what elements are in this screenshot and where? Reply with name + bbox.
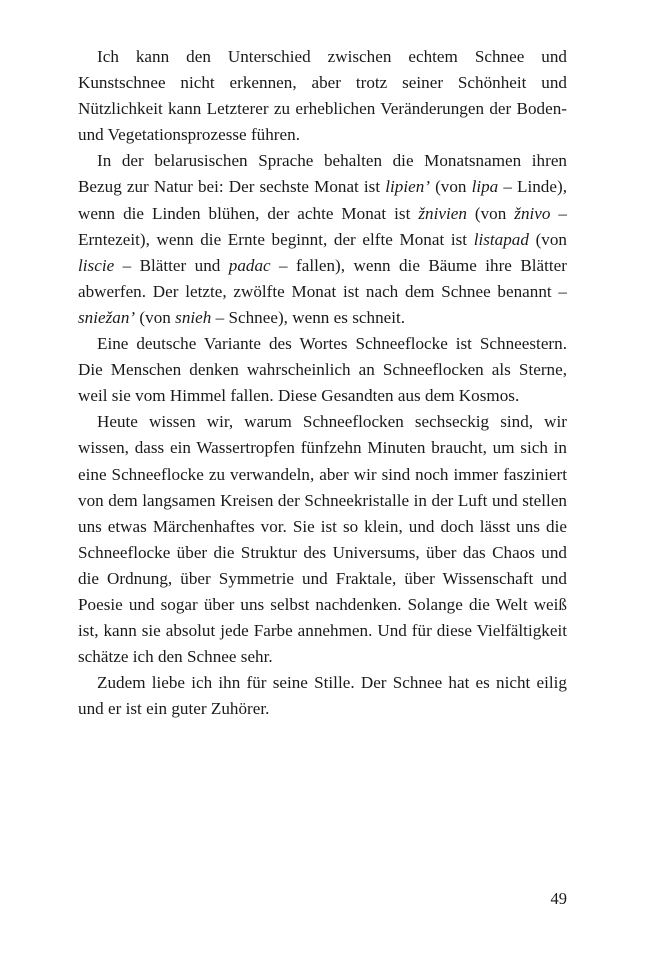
paragraph-5: Zudem liebe ich ihn für seine Stille. Der Schnee hat es nicht eilig und er ist ein guter Zuhörer. [78, 673, 567, 719]
paragraph-1: Ich kann den Unterschied zwischen echtem Schnee und Kunstschnee nicht erkennen, aber trotz seiner Schönheit und Nützlichkeit kann Letzterer zu erheblichen Veränderungen der Boden- und Vegetationsprozesse führen. [78, 47, 567, 145]
italic-term-lipa: lipa [471, 177, 499, 197]
italic-term-lipien: lipien’ [385, 177, 430, 197]
italic-term-padac: padac [228, 255, 271, 275]
italic-term-znivo: žnivo [514, 203, 551, 223]
italic-term-znivien: žnivien [418, 203, 467, 223]
page-text-block [78, 44, 567, 722]
italic-term-listapad: listapad [473, 229, 529, 249]
page-number: 49 [550, 889, 567, 908]
paragraph-4: Heute wissen wir, warum Schneeflocken sechseckig sind, wir wissen, dass ein Wassertropfen fünfzehn Minuten braucht, um sich in eine Schneeflocke zu verwandeln, aber wir sind noch immer fasziniert von dem langsamen Kreisen der Schneekristalle in der Luft und stellen uns etwas Märchenhaftes vor. Sie ist so klein, und doch lässt uns die Schneeflocke über die Struktur des Universums, über das Chaos und die Ordnung, über Symmetrie und Fraktale, über Wissenschaft und Poesie und sogar über uns selbst nachdenken. Solange die Welt weiß ist, kann sie absolut jede Farbe annehmen. Und für diese Vielfältigkeit schätze ich den Schnee sehr. [78, 412, 567, 667]
italic-term-liscie: liscie [78, 255, 115, 275]
italic-term-snieh: snieh [175, 307, 212, 327]
paragraph-3: Eine deutsche Variante des Wortes Schneeflocke ist Schneestern. Die Menschen denken wahrscheinlich an Schneeflocken als Sterne, weil sie vom Himmel fallen. Diese Gesandten aus dem Kosmos. [78, 334, 567, 406]
italic-term-sniezan: sniežan’ [78, 307, 136, 327]
paragraph-2: In der belarusischen Sprache behalten die Monatsnamen ihren Bezug zur Natur bei: Der sechste Monat ist lipien’ (von lipa – Linde), wenn die Linden blühen, der achte Monat ist žnivien (von žnivo – Erntezeit), wenn die Ernte beginnt, der elfte Monat ist listapad (von liscie – Blätter und padac – fallen), wenn die Bäume ihre Blätter abwerfen. Der letzte, zwölfte Monat ist nach dem Schnee benannt – sniežan’ (von snieh – Schnee), wenn es schneit. [78, 151, 567, 327]
